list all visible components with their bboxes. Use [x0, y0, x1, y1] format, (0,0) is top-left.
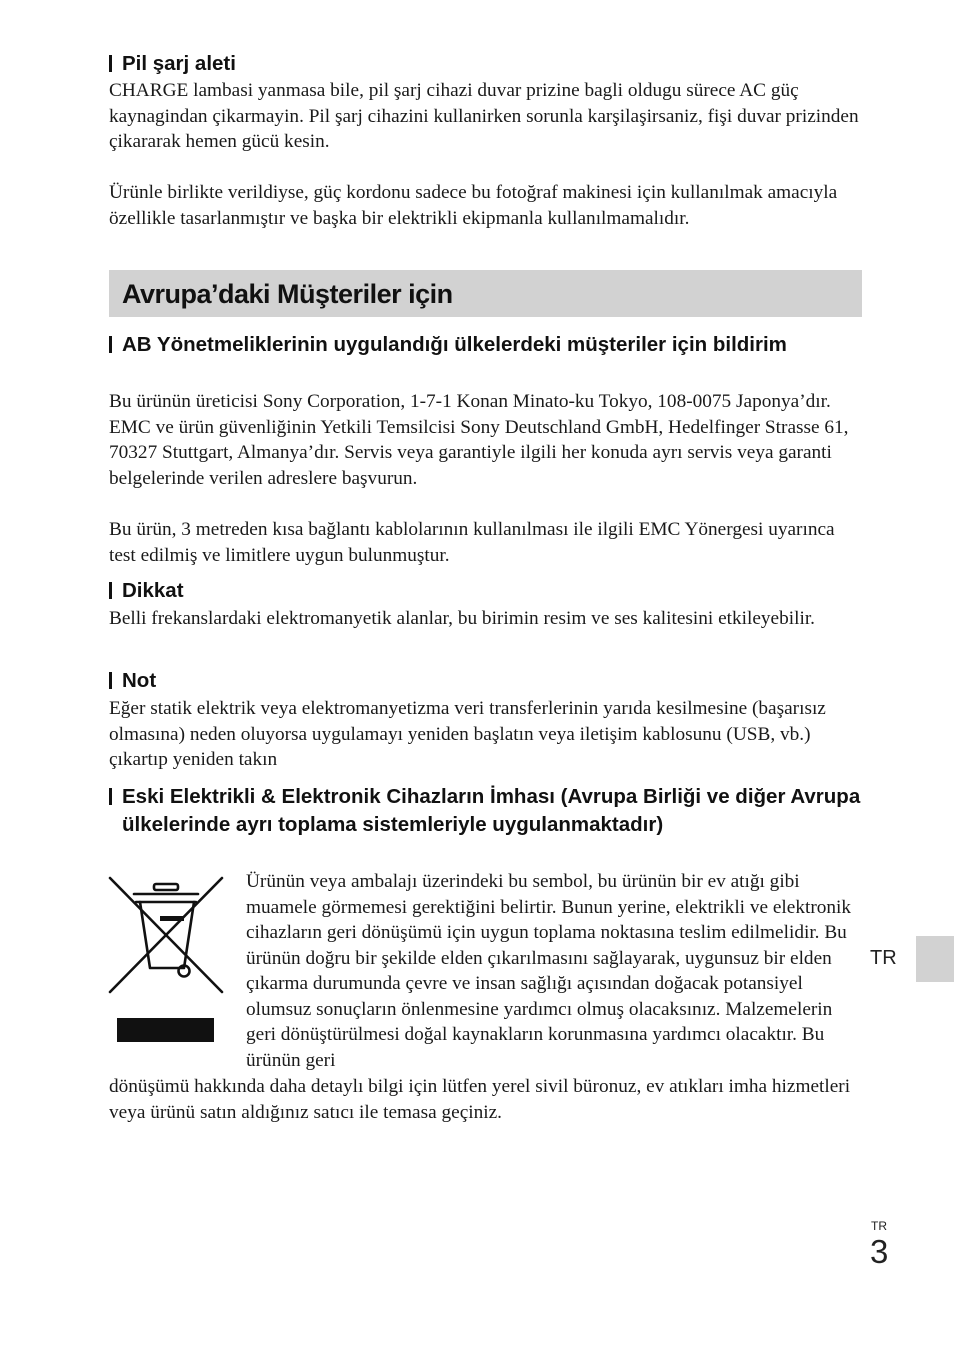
eu-notice-paragraph-1: Bu ürünün üreticisi Sony Corporation, 1-7-1 Konan Minato-ku Tokyo, 108-0075 Japonya’dır. EMC ve ürün güvenliğinin Yetkili Temsilcisi Sony Deutschland GmbH, Hedelfinger Strasse 61, 70327 Stuttgart, Almanya’dır. Servis veya garantiyle ilgili her konuda ayrı servis veya garanti belgelerinde verilen adreslere başvurun. — [109, 391, 849, 489]
charger-paragraph-2: Ürünle birlikte verildiyse, güç kordonu sadece bu fotoğraf makinesi için kullanılmak amacıyla özellikle tasarlanmıştır ve başka bir elektrikli ekipmanla kullanılmamalıdır. — [109, 182, 838, 229]
note-text: Eğer statik elektrik veya elektromanyetizma veri transferlerinin yarıda kesilmesine (başarısız olmasına) neden oluyorsa uygulamayı yeniden başlatın veya iletişim kablosunu (USB, vb.) çıkartıp yeniden takın — [109, 698, 826, 770]
language-tab-label: TR — [870, 947, 897, 969]
section-banner — [109, 270, 862, 317]
banner-title: Avrupa’daki Müşteriler için — [122, 279, 453, 309]
footer-language: TR — [871, 1219, 887, 1233]
section-heading-charger: Pil şarj aleti — [109, 50, 869, 78]
eu-notice-paragraph-2: Bu ürün, 3 metreden kısa bağlantı kablolarının kullanılması ile ilgili EMC Yönergesi uyarınca test edilmiş ve limitlere uygun bulunmuştur. — [109, 519, 835, 566]
section-heading-note: Not — [109, 667, 869, 695]
heading-marker — [109, 672, 112, 689]
language-tab — [916, 936, 954, 982]
heading-marker — [109, 788, 112, 805]
charger-paragraph-1: CHARGE lambasi yanmasa bile, pil şarj cihazi duvar prizine bagli oldugu sürece AC güç kaynagindan çikarmayin. Pil şarj cihazini kullanirken sorunla karşilaşirsaniz, fişi duvar prizinden çikararak hemen gücü kesin. — [109, 80, 859, 152]
caution-text: Belli frekanslardaki elektromanyetik alanlar, bu birimin resim ve ses kalitesini etkileyebilir. — [109, 608, 815, 629]
crossed-out-wheelie-bin-icon — [108, 876, 224, 1046]
disposal-text-beside-icon: Ürünün veya ambalajı üzerindeki bu sembol, bu ürünün bir ev atığı gibi muamele görmemesi gerektiğini belirtir. Bunun yerine, elektrikli ve elektronik cihazların geri dönüşümü için uygun toplama noktasına teslim edilmelidir. Bu ürünün doğru bir şekilde elden çıkarılmasını sağlayarak, uygunsuz bir elden çıkarma durumunda çevre ve insan sağlığı açısından doğacak potansiyel olumsuz sonuçların önlenmesine yardımcı olmuş olacaksınız. Malzemelerin geri dönüştürülmesi doğal kaynakların korunmasına yardımcı olacaktır. Bu ürünün geri — [246, 871, 852, 1071]
heading-marker — [109, 582, 112, 599]
section-heading-eu-notice: AB Yönetmeliklerinin uygulandığı ülkelerdeki müşteriler için bildirim — [109, 331, 869, 359]
heading-marker — [109, 55, 112, 72]
heading-marker — [109, 336, 112, 353]
disposal-text-full-width: dönüşümü hakkında daha detaylı bilgi için lütfen yerel sivil büronuz, ev atıkları imha hizmetleri veya ürünü satın aldığınız satıcı ile temasa geçiniz. — [109, 1076, 851, 1123]
page-number: 3 — [870, 1233, 889, 1270]
section-heading-disposal: Eski Elektrikli & Elektronik Cihazların İmhası (Avrupa Birliği ve diğer Avrupa ülkelerinde ayrı toplama sistemleriyle uygulanmaktadır) — [109, 783, 869, 839]
section-heading-caution: Dikkat — [109, 577, 869, 605]
